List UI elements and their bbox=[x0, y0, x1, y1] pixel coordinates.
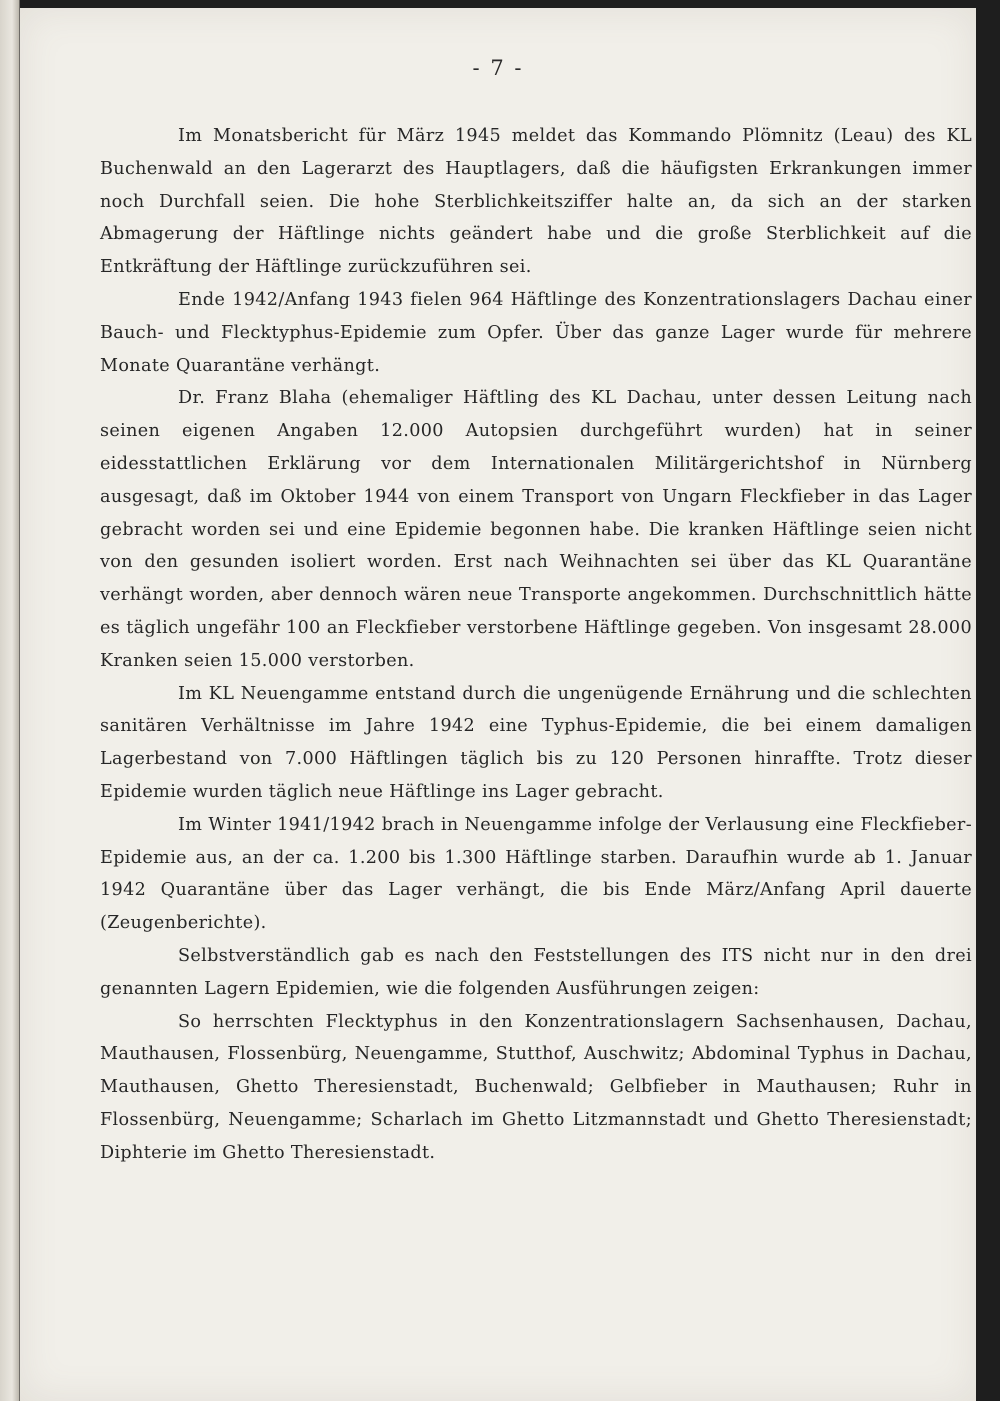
paragraph-3: Dr. Franz Blaha (ehemaliger Häftling des KL Dachau, unter dessen Leitung nach seinen eigenen Angaben 12.000 Autopsien durchgeführt wurden) hat in seiner eidesstattlichen Erklärung vor dem Internationalen Militärgerichtshof in Nürnberg ausgesagt, daß im Oktober 1944 von einem Transport von Ungarn Fleckfieber in das Lager gebracht worden sei und eine Epidemie begonnen habe. Die kranken Häftlinge seien nicht von den gesunden isoliert worden. Erst nach Weihnachten sei über das KL Quarantäne verhängt worden, aber dennoch wären neue Transporte angekommen. Durchschnittlich hätte es täglich ungefähr 100 an Fleckfieber verstorbene Häftlinge gegeben. Von insgesamt 28.000 Kranken seien 15.000 verstorben. bbox=[100, 388, 972, 671]
paragraph-6: Selbstverständlich gab es nach den Feststellungen des ITS nicht nur in den drei genannten Lagern Epidemien, wie die folgenden Ausführungen zeigen: bbox=[100, 945, 972, 999]
paragraph-1: Im Monatsbericht für März 1945 meldet das Kommando Plömnitz (Leau) des KL Buchenwald an den Lagerarzt des Hauptlagers, daß die häufigsten Erkrankungen immer noch Durchfall seien. Die hohe Sterblichkeitsziffer halte an, da sich an der starken Abmagerung der Häftlinge nichts geändert habe und die große Sterblichkeit auf die Entkräftung der Häftlinge zurückzuführen sei. bbox=[100, 126, 972, 278]
page-body bbox=[100, 120, 972, 1170]
page-number: - 7 - bbox=[472, 56, 524, 80]
paragraph-5: Im Winter 1941/1942 brach in Neuengamme infolge der Verlausung eine Fleckfieber-Epidemie aus, an der ca. 1.200 bis 1.300 Häftlinge starben. Daraufhin wurde ab 1. Januar 1942 Quarantäne über das Lager verhängt, die bis Ende März/Anfang April dauerte (Zeugenberichte). bbox=[100, 814, 972, 934]
paragraph-4: Im KL Neuengamme entstand durch die ungenügende Ernährung und die schlechten sanitären Verhältnisse im Jahre 1942 eine Typhus-Epidemie, die bei einem damaligen Lagerbestand von 7.000 Häftlingen täglich bis zu 120 Personen hinraffte. Trotz dieser Epidemie wurden täglich neue Häftlinge ins Lager gebracht. bbox=[100, 683, 972, 802]
paragraph-2: Ende 1942/Anfang 1943 fielen 964 Häftlinge des Konzentrationslagers Dachau einer Bauch- und Flecktyphus-Epidemie zum Opfer. Über das ganze Lager wurde für mehrere Monate Quarantäne verhängt. bbox=[100, 289, 972, 376]
paragraph-7: So herrschten Flecktyphus in den Konzentrationslagern Sachsenhausen, Dachau, Mauthausen, Flossenbürg, Neuengamme, Stutthof, Auschwitz; Abdominal Typhus in Dachau, Mauthausen, Ghetto Theresienstadt, Buchenwald; Gelbfieber in Mauthausen; Ruhr in Flossenbürg, Neuengamme; Scharlach im Ghetto Litzmannstadt und Ghetto Theresienstadt; Diphterie im Ghetto Theresienstadt. bbox=[100, 1011, 972, 1163]
page-binding-edge bbox=[0, 0, 20, 1401]
document-page bbox=[20, 8, 976, 1401]
